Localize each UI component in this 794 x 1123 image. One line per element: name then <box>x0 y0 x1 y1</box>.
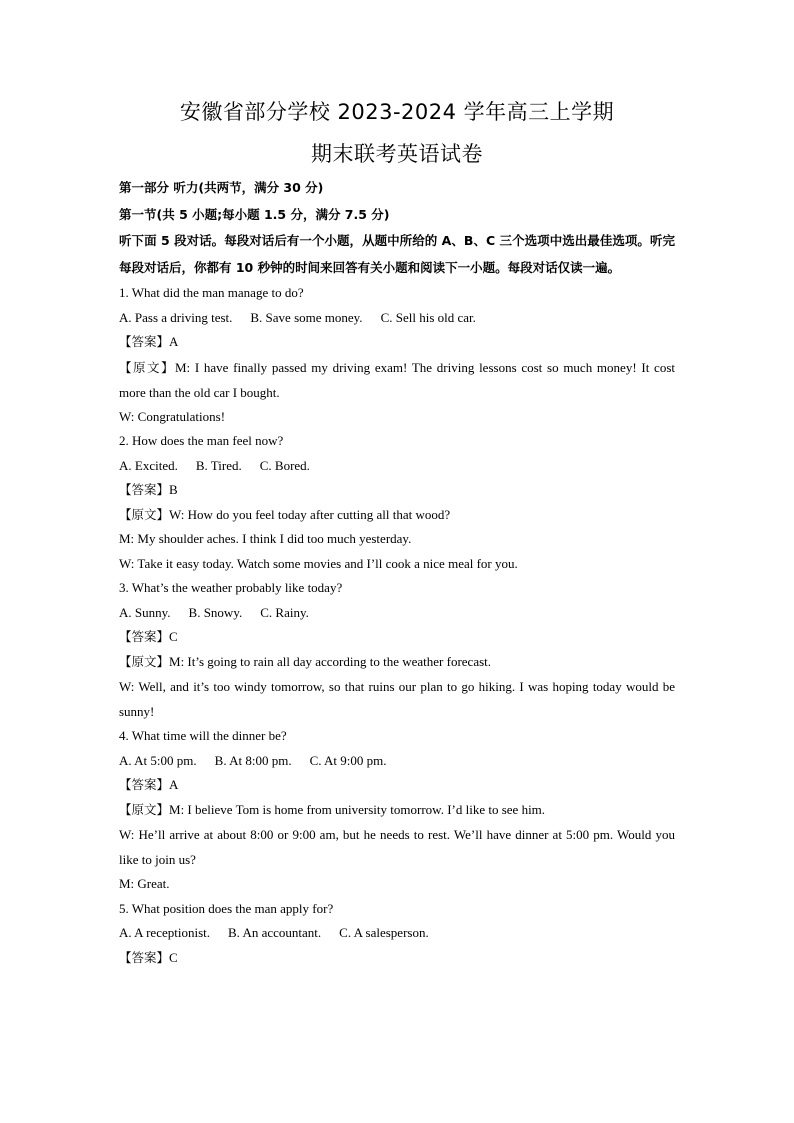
question-block <box>119 281 675 429</box>
answer-value: C <box>169 949 178 965</box>
page-title-line-1: 安徽省部分学校 2023-2024 学年高三上学期 <box>179 100 615 124</box>
question-block <box>119 724 675 897</box>
option-a: A. At 5:00 pm. <box>119 752 197 768</box>
script-text: M: It’s going to rain all day according to the weather forecast. <box>169 653 492 669</box>
option-a: A. Pass a driving test. <box>119 309 233 325</box>
question-text: 4. What time will the dinner be? <box>119 728 287 743</box>
option-b: B. Save some money. <box>250 309 363 325</box>
answer-value: A <box>169 777 179 792</box>
answer-tag: 【答案】 <box>119 482 170 497</box>
question-text: 1. What did the man manage to do? <box>119 285 304 300</box>
script-tag: 【原文】 <box>119 359 175 375</box>
question-options <box>119 306 675 331</box>
script-tag: 【原文】 <box>119 653 170 669</box>
answer-tag: 【答案】 <box>119 949 170 965</box>
script-line: M: My shoulder aches. I think I did too much yesterday. <box>119 531 412 546</box>
option-c: C. Bored. <box>259 457 310 473</box>
option-c: C. Sell his old car. <box>380 309 476 325</box>
option-b: B. At 8:00 pm. <box>214 752 292 768</box>
script-line: W: Congratulations! <box>119 408 226 424</box>
option-b: B. Tired. <box>195 457 242 473</box>
question-options <box>119 454 675 479</box>
question-options <box>119 921 675 946</box>
option-b: B. An accountant. <box>228 925 322 940</box>
answer-tag: 【答案】 <box>119 629 170 644</box>
script-line <box>119 798 675 823</box>
answer-line <box>119 946 675 971</box>
script-line: M: Great. <box>119 876 170 891</box>
question-options <box>119 749 675 774</box>
answer-tag: 【答案】 <box>119 334 170 349</box>
script-text: W: How do you feel today after cutting all that wood? <box>169 506 451 522</box>
answer-line <box>119 773 675 798</box>
option-a: A. Sunny. <box>119 604 171 620</box>
answer-line <box>119 625 675 650</box>
section-heading: 第一节(共 5 小题;每小题 1.5 分，满分 7.5 分) <box>119 206 390 222</box>
script-tag: 【原文】 <box>119 506 170 522</box>
script-line: W: Take it easy today. Watch some movies and I’ll cook a nice meal for you. <box>119 555 518 571</box>
option-c: C. At 9:00 pm. <box>309 752 387 768</box>
page-title-line-2: 期末联考英语试卷 <box>311 142 483 166</box>
option-b: B. Snowy. <box>188 604 243 620</box>
script-text: M: I have finally passed my driving exam! The driving lessons cost so much money! It cost more than the old car I bought. <box>119 359 675 400</box>
part-heading: 第一部分 听力(共两节，满分 30 分) <box>119 180 324 195</box>
script-text: M: I believe Tom is home from university tomorrow. I’d like to see him. <box>169 801 546 817</box>
answer-tag: 【答案】 <box>119 777 170 792</box>
answer-line <box>119 330 675 355</box>
question-block <box>119 897 675 971</box>
instructions: 听下面 5 段对话。每段对话后有一个小题，从题中所给的 A、B、C 三个选项中选出最佳选项。听完每段对话后，你都有 10 秒钟的时间来回答有关小题和阅读下一小题。每段对话仅读一遍。 <box>119 233 675 275</box>
question-block <box>119 576 675 724</box>
script-line <box>119 503 675 528</box>
script-line: W: Well, and it’s too windy tomorrow, so that ruins our plan to go hiking. I was hoping today would be sunny! <box>119 679 675 719</box>
answer-value: C <box>169 629 178 644</box>
script-line <box>119 355 675 405</box>
question-text: 5. What position does the man apply for? <box>119 900 334 916</box>
answer-value: A <box>169 334 179 349</box>
script-line <box>119 650 675 675</box>
script-tag: 【原文】 <box>119 801 170 817</box>
document-content <box>119 176 675 970</box>
option-c: C. A salesperson. <box>339 925 429 940</box>
option-c: C. Rainy. <box>260 604 309 620</box>
question-text: 2. How does the man feel now? <box>119 433 284 448</box>
question-text: 3. What’s the weather probably like today? <box>119 580 343 595</box>
script-line: W: He’ll arrive at about 8:00 or 9:00 am, but he needs to rest. We’ll have dinner at 5:00 pm. Would you like to join us? <box>119 827 675 867</box>
answer-line <box>119 478 675 503</box>
option-a: A. Excited. <box>119 457 178 473</box>
answer-value: B <box>169 482 178 497</box>
option-a: A. A receptionist. <box>119 925 210 940</box>
question-block <box>119 429 675 576</box>
question-options <box>119 601 675 626</box>
